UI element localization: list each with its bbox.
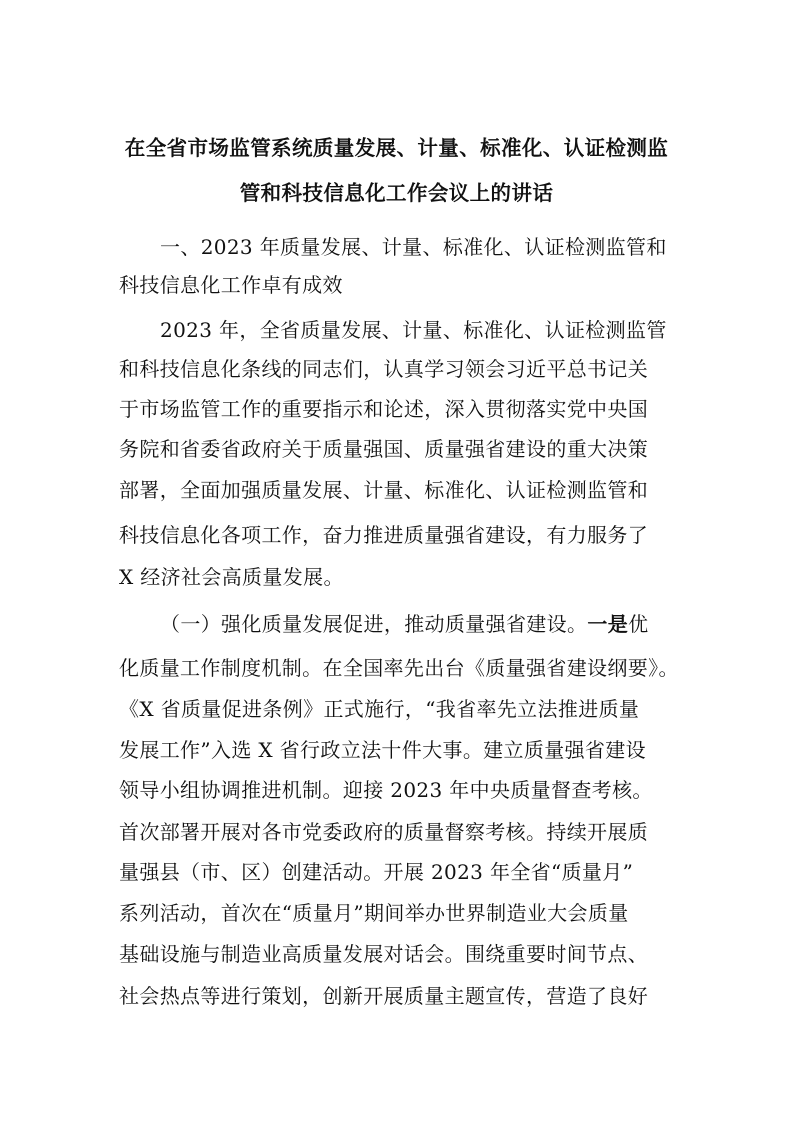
paragraph-line: 科技信息化各项工作，奋力推进质量强省建设，有力服务了: [119, 523, 649, 547]
section-heading-line-1: 一、2023 年质量发展、计量、标准化、认证检测监管和: [160, 235, 667, 259]
subsection-heading: （一）强化质量发展促进，推动质量强省建设。: [160, 612, 588, 636]
paragraph-line: 发展工作”入选 X 省行政立法十件大事。建立质量强省建设: [119, 738, 646, 762]
paragraph-line: 2023 年，全省质量发展、计量、标准化、认证检测监管: [160, 318, 667, 342]
paragraph-line: 系列活动，首次在“质量月”期间举办世界制造业大会质量: [119, 901, 629, 925]
paragraph-line: 于市场监管工作的重要指示和论述，深入贯彻落实党中央国: [119, 397, 649, 421]
paragraph-line: 社会热点等进行策划，创新开展质量主题宣传，营造了良好: [119, 984, 649, 1008]
paragraph-line: 基础设施与制造业高质量发展对话会。围绕重要时间节点、: [119, 942, 649, 966]
paragraph-line: X 经济社会高质量发展。: [119, 565, 344, 589]
paragraph-line: 部署，全面加强质量发展、计量、标准化、认证检测监管和: [119, 478, 649, 502]
subsection-line: [160, 605, 648, 643]
paragraph-line: 务院和省委省政府关于质量强国、质量强省建设的重大决策: [119, 437, 649, 461]
paragraph-line: 《X 省质量促进条例》正式施行，“我省率先立法推进质量: [119, 697, 640, 721]
section-heading-line-2: 科技信息化工作卓有成效: [119, 273, 343, 297]
emphasis-tail: 优: [628, 612, 649, 636]
paragraph-line: 首次部署开展对各市党委政府的质量督察考核。持续开展质: [119, 820, 649, 844]
document-title-line-2: 管和科技信息化工作会议上的讲话: [239, 181, 554, 205]
document-title-line-1: 在全省市场监管系统质量发展、计量、标准化、认证检测监: [124, 136, 669, 160]
paragraph-line: 量强县（市、区）创建活动。开展 2023 年全省“质量月”: [119, 860, 634, 884]
paragraph-line: 和科技信息化条线的同志们，认真学习领会习近平总书记关: [119, 357, 649, 381]
paragraph-line: 领导小组协调推进机制。迎接 2023 年中央质量督查考核。: [119, 778, 653, 802]
emphasis-label: 一是: [587, 612, 629, 636]
paragraph-line: 化质量工作制度机制。在全国率先出台《质量强省建设纲要》。: [119, 656, 679, 680]
